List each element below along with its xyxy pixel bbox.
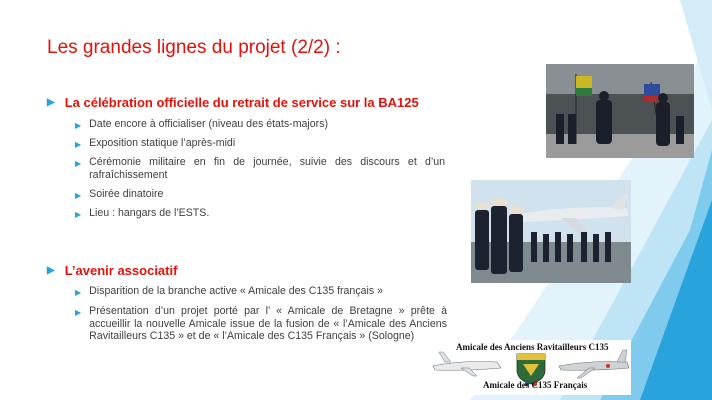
section-heading-text: La célébration officielle du retrait de service sur la BA125 xyxy=(64,95,419,110)
bullet-icon: ▶ xyxy=(75,191,82,200)
bullet-icon: ▶ xyxy=(47,97,55,108)
section-heading-avenir xyxy=(47,263,177,278)
list-item: ▶ Soirée dinatoire xyxy=(75,188,445,203)
bullet-icon: ▶ xyxy=(75,210,82,219)
list-item: ▶ Exposition statique l’après-midi xyxy=(75,137,445,152)
section-heading-celebration xyxy=(47,95,419,110)
list-item: ▶ Lieu : hangars de l’ESTS. xyxy=(75,207,445,222)
list-item: ▶ Disparition de la branche active « Amicale des C135 français » xyxy=(75,285,447,300)
logo-bottom-text: Amicale des C135 Français xyxy=(483,380,588,390)
association-logo xyxy=(431,340,631,395)
list-item: ▶ Date encore à officialiser (niveau des états-majors) xyxy=(75,118,445,133)
list-item: ▶ Cérémonie militaire en fin de journée, suivie des discours et d’un rafraîchissement xyxy=(75,156,445,181)
bullet-icon: ▶ xyxy=(75,140,82,149)
bullet-icon: ▶ xyxy=(75,288,82,297)
logo-top-text: Amicale des Anciens Ravitailleurs C135 xyxy=(456,342,609,352)
aircraft-ceremony-photo xyxy=(471,180,631,283)
slide-title: Les grandes lignes du projet (2/2) : xyxy=(47,37,341,58)
bullet-icon: ▶ xyxy=(75,159,82,168)
list-item: ▶ Présentation d’un projet porté par l’ « Amicale de Bretagne » prête à accueillir la nouvelle Amicale issue de la fusion de « l’Amicale des Anciens Ravitailleurs C135 » et de « l’Amicale des C135 Français » (Sologne) xyxy=(75,305,447,342)
bullet-icon: ▶ xyxy=(47,265,55,276)
section-heading-text: L’avenir associatif xyxy=(64,263,178,278)
ceremony-photo xyxy=(546,64,694,158)
bullet-icon: ▶ xyxy=(75,308,82,317)
bullet-icon: ▶ xyxy=(75,121,82,130)
